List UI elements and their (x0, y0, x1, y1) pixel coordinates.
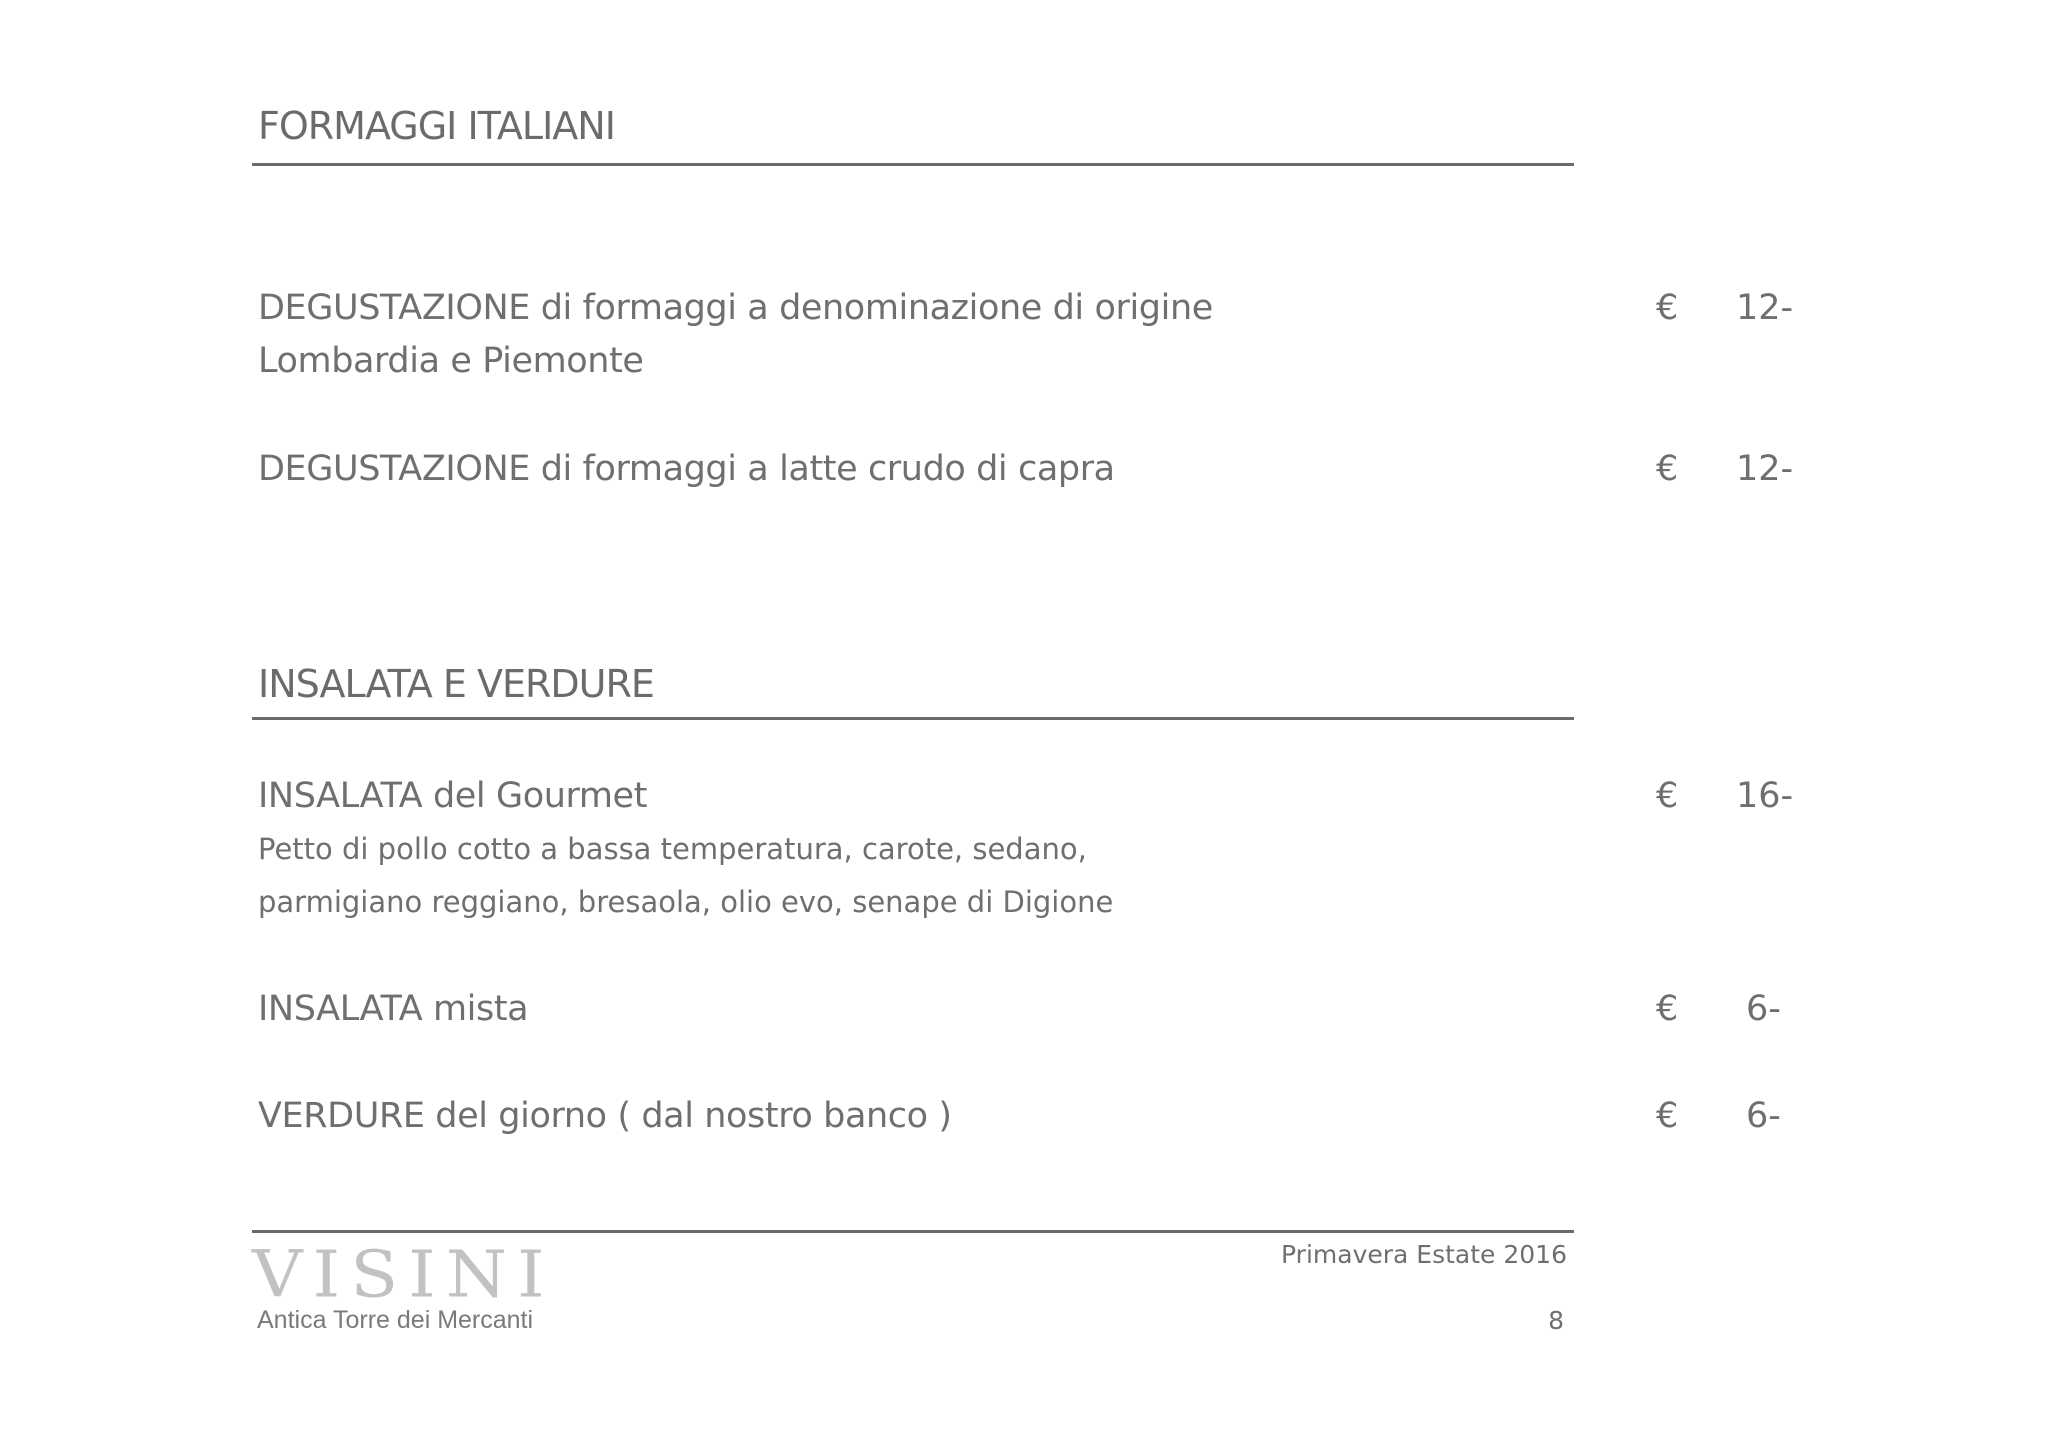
menu-item-degustazione-capra (258, 443, 1794, 496)
restaurant-logo: VISINI (252, 1236, 555, 1313)
restaurant-subtitle: Antica Torre dei Mercanti (257, 1306, 534, 1334)
item-price: 6- (1746, 1096, 1781, 1136)
currency-symbol: € (1656, 288, 1679, 328)
menu-item-insalata-gourmet (258, 770, 1794, 929)
item-name: VERDURE del giorno ( dal nostro banco ) (258, 1096, 952, 1136)
currency-symbol: € (1656, 1096, 1679, 1136)
item-name: DEGUSTAZIONE di formaggi a denominazione di origine (258, 288, 1213, 328)
season-label: Primavera Estate 2016 (1281, 1240, 1567, 1269)
footer-divider (252, 1230, 1574, 1233)
menu-item-degustazione-origine (258, 282, 1794, 388)
menu-item-verdure (258, 1090, 1781, 1143)
currency-symbol: € (1656, 449, 1679, 489)
item-price: 6- (1746, 989, 1781, 1029)
item-price: 16- (1736, 776, 1794, 816)
section-title-formaggi: FORMAGGI ITALIANI (258, 104, 615, 148)
page-number: 8 (1548, 1306, 1564, 1335)
currency-symbol: € (1656, 989, 1679, 1029)
item-name-continued: Lombardia e Piemonte (258, 341, 644, 381)
section-divider (252, 717, 1574, 720)
item-price: 12- (1736, 449, 1794, 489)
item-price: 12- (1736, 288, 1794, 328)
currency-symbol: € (1656, 776, 1679, 816)
item-name: INSALATA del Gourmet (258, 776, 648, 816)
item-name: DEGUSTAZIONE di formaggi a latte crudo di capra (258, 449, 1115, 489)
menu-item-insalata-mista (258, 983, 1781, 1036)
item-name: INSALATA mista (258, 989, 529, 1029)
item-description: Petto di pollo cotto a bassa temperatura, carote, sedano, (258, 832, 1087, 866)
section-divider (252, 163, 1574, 166)
item-description: parmigiano reggiano, bresaola, olio evo, senape di Digione (258, 885, 1114, 919)
section-title-insalata: INSALATA E VERDURE (258, 662, 654, 706)
